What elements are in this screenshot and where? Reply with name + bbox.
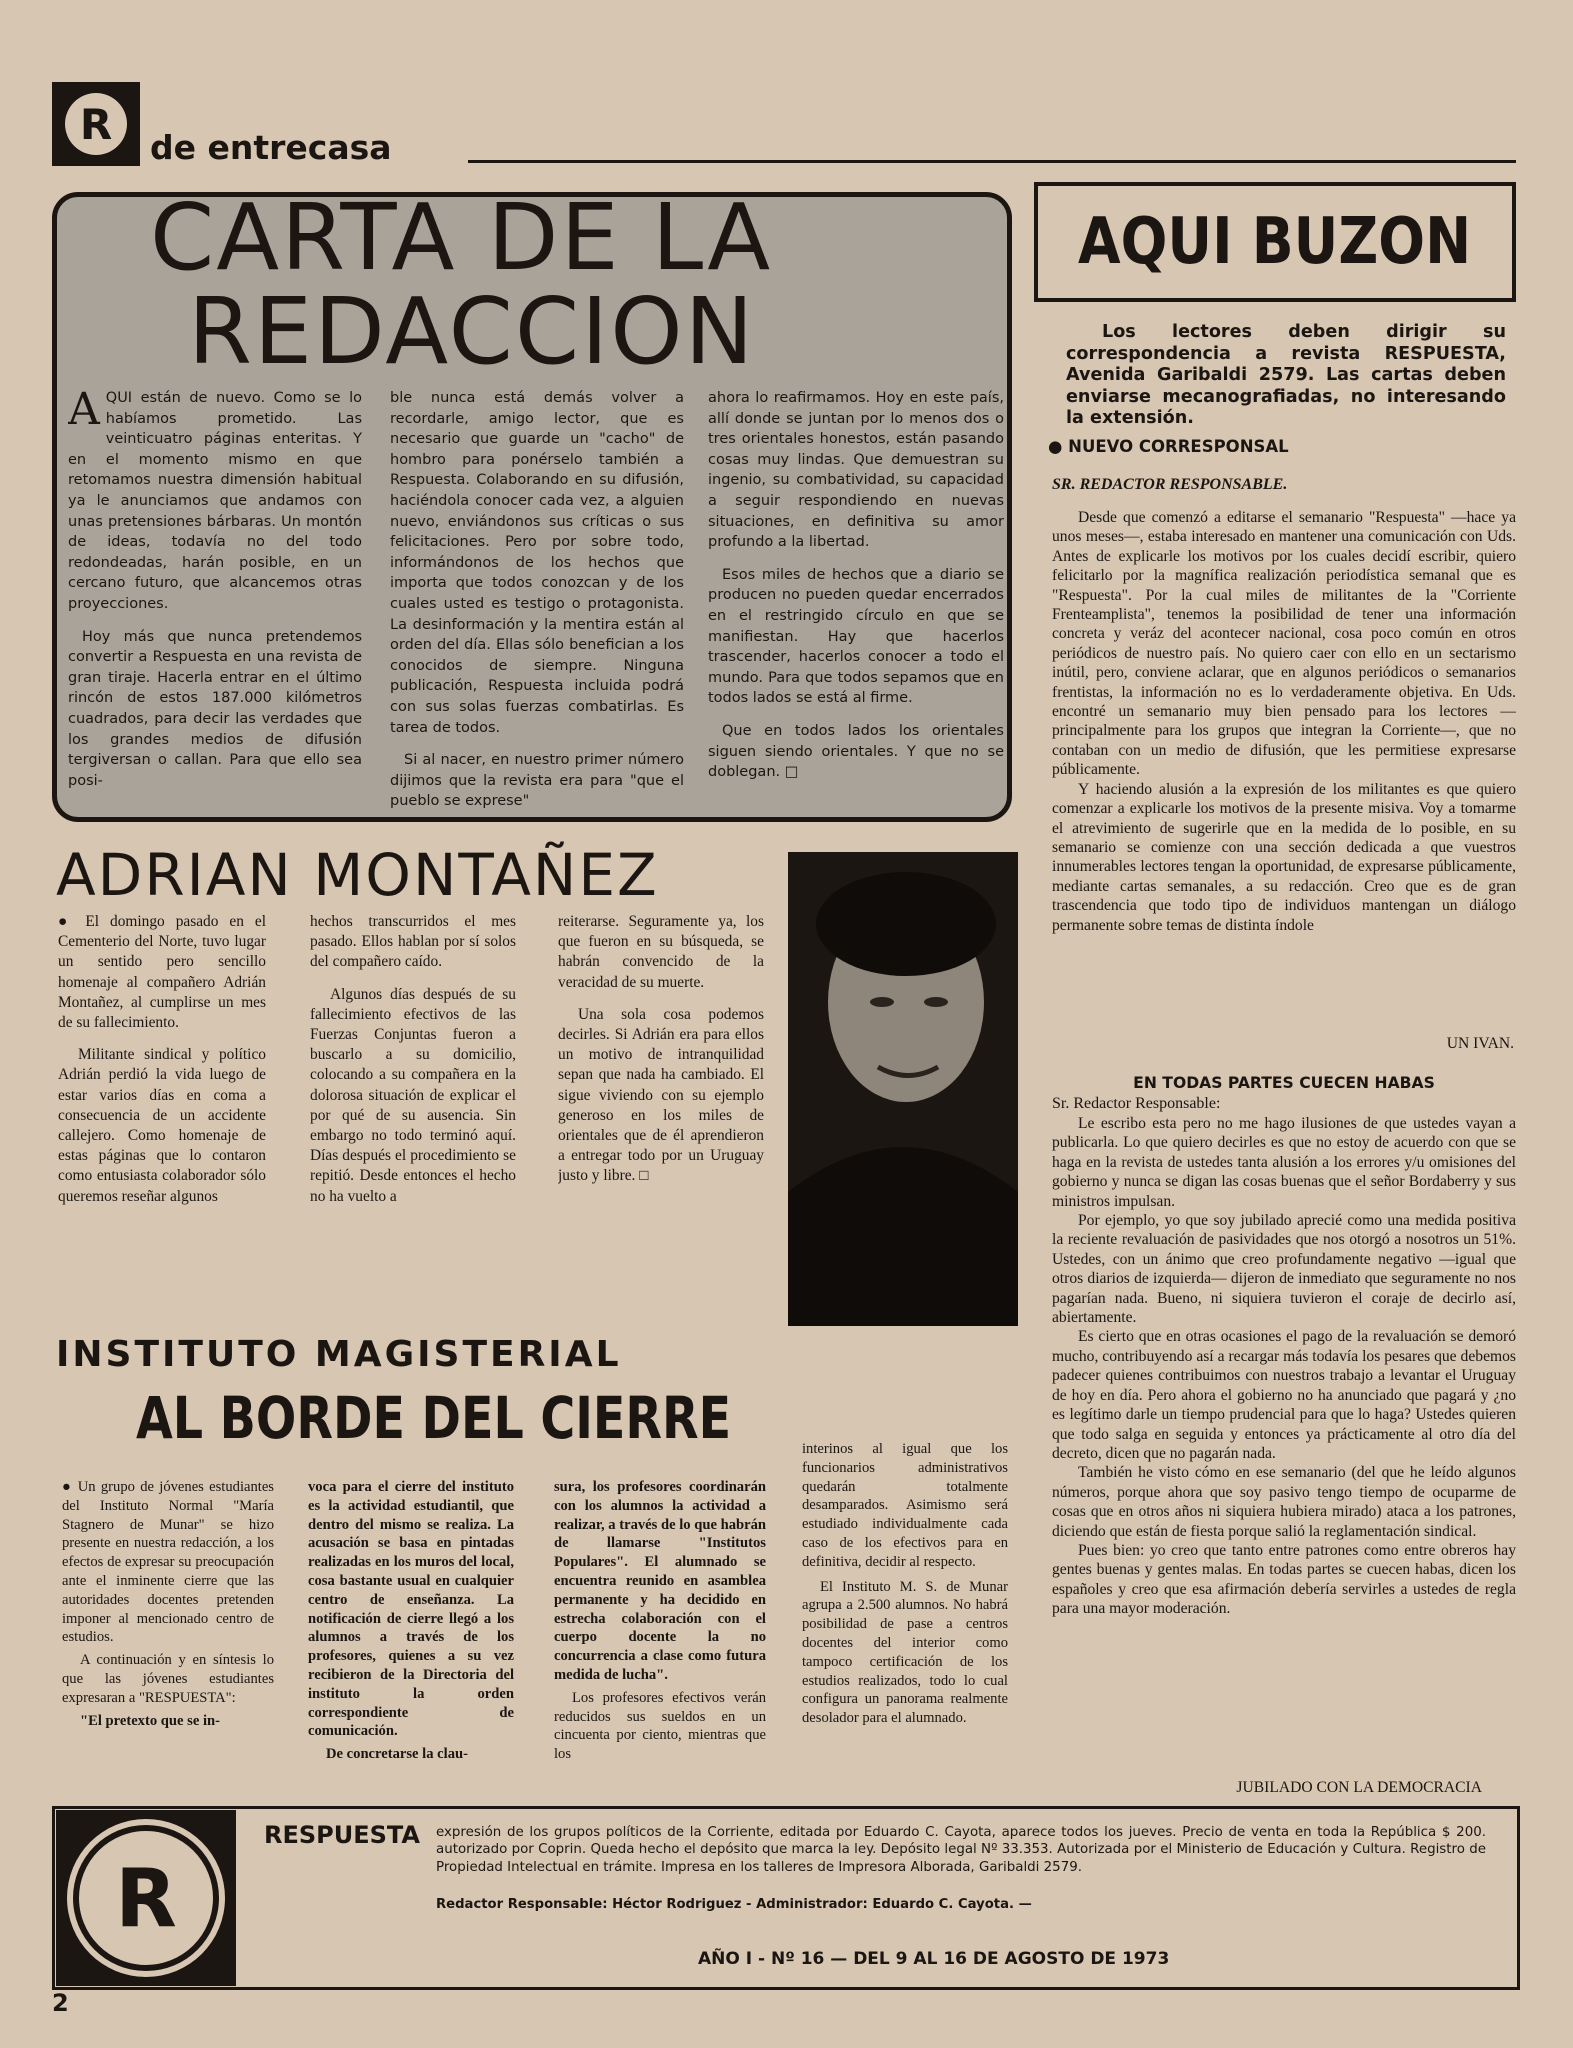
- instituto-column-3: [554, 1478, 766, 1790]
- carta-drop-cap: A: [68, 388, 100, 435]
- letter2-paragraph: Por ejemplo, yo que soy jubilado aprecié como una medida positiva la reciente revaluación de pasividades que nos otorgó a nosotros un 51%. Ustedes, con un ánimo que creo profundamente negativo —igual que otros diarios de izquierda— dijeron de inmediato que seguramente no nos pagarían nada. Bueno, ni siquiera tuvieron el coraje de decirlo así, abiertamente.: [1052, 1212, 1516, 1327]
- adrian-paragraph: hechos transcurridos el mes pasado. Ellos hablan por sí solos del compañero caído.: [310, 913, 516, 971]
- instituto-paragraph: A continuación y en síntesis lo que las jóvenes estudiantes expresaran a "RESPUESTA":: [62, 1652, 274, 1706]
- instituto-kicker: INSTITUTO MAGISTERIAL: [56, 1334, 622, 1375]
- buzon-intro: Los lectores deben dirigir su correspondencia a revista RESPUESTA, Avenida Garibaldi 2579. Las cartas deben enviarse mecanografiadas, no interesando la extensión.: [1066, 322, 1506, 429]
- instituto-paragraph: Los profesores efectivos verán reducidos sus sueldos en un cincuenta por ciento, mientras que los: [554, 1689, 766, 1763]
- carta-column-1: [68, 388, 362, 816]
- instituto-paragraph: De concretarse la clau-: [326, 1746, 468, 1763]
- buzon-title-box: [1034, 182, 1516, 302]
- footer-issue: AÑO I - Nº 16 — DEL 9 AL 16 DE AGOSTO DE 1973: [698, 1949, 1170, 1969]
- letter2-paragraph: Pues bien: yo creo que tanto entre patrones como entre obreros hay gentes buenas y gentes malas. En todas partes se cuecen habas, dicen los españoles y creo que esa afirmación debería servirles a ustedes de regla para una mayor moderación.: [1052, 1541, 1516, 1618]
- letter1-heading: ● NUEVO CORRESPONSAL: [1048, 436, 1289, 458]
- portrait-photo-icon: [788, 852, 1018, 1326]
- instituto-paragraph: voca para el cierre del instituto es la actividad estudiantil, que dentro del mismo se realiza. La acusación se basa en pintadas realizadas en los muros del local, cosa bastante usual en cualquier centro de enseñanza. La notificación de cierre llegó a los alumnos a través de los profesores, quienes a su vez recibieron de la Directoria del instituto la orden correspondiente de comunicación.: [308, 1479, 514, 1740]
- instituto-column-4: [802, 1440, 1008, 1790]
- letter1-paragraph: Desde que comenzó a editarse el semanario "Respuesta" —hace ya unos meses—, estaba interesado en mantener una comunicación con Uds. Antes de explicarle los motivos por los cuales decidí escribir, quiero felicitarlo por la magnífica realización periodística semanal que es "Respuesta". Por la cual miles de militantes de la "Corriente Frenteamplista", tenemos la posibilidad de tener una información concreta y veráz del acontecer nacional, cosa poco común en otros periódicos de nuestro país. No quiero caer con ello en un sectarismo inútil, pero, conviene aclarar, que en algunos periódicos o semanarios frentistas, la información no es lo verdaderamente objetiva. En Uds. encontré un semanario muy bien pensado para los lectores —principalmente para los grupos que integran la Corriente—, que no contaban con un medio de difusión, que les permitiese expresarse públicamente.: [1052, 509, 1516, 779]
- letter1-salutation: SR. REDACTOR RESPONSABLE.: [1052, 476, 1288, 493]
- carta-headline-2: REDACCION: [188, 278, 756, 385]
- letter2-paragraph: Le escribo esta pero no me hago ilusiones de que ustedes vayan a publicarla. Lo que quiero decirles es que no estoy de acuerdo con que se haga en la revista de ustedes tanta alusión a los errores y/u omisiones del gobierno y nunca se digan las cosas buenas que el señor Bordaberry y sus ministros impulsan.: [1052, 1115, 1516, 1210]
- section-title: de entrecasa: [150, 128, 392, 167]
- r-logo-icon: R: [79, 1831, 213, 1965]
- letter2-salutation: Sr. Redactor Responsable:: [1052, 1095, 1221, 1112]
- carta-paragraph: Esos miles de hechos que a diario se producen no pueden quedar encerrados en el restringido círculo en que se manifiestan. Hay que hacerlos trascender, hacerlos conocer a todo el mundo. Para que todos sepamos que en todos lados se está al firme.: [708, 566, 1004, 707]
- carta-headline-1: CARTA DE LA: [150, 184, 773, 291]
- r-logo-icon: R: [65, 93, 127, 155]
- adrian-paragraph: ● El domingo pasado en el Cementerio del Norte, tuvo lugar un sentido pero sencillo homenaje al compañero Adrián Montañez, al cumplirse un mes de su fallecimiento.: [58, 912, 266, 1033]
- instituto-paragraph: interinos al igual que los funcionarios administrativos quedarán totalmente desamparados. Asimismo será estudiado individualmente cada caso de los efectivos para en definitiva, decidir al respecto.: [802, 1441, 1008, 1570]
- letter1-paragraph: Y haciendo alusión a la expresión de los militantes es que quiero comenzar a explicarle los motivos de la presente misiva. Voy a tomarme el atrevimiento de sugerirle que en la medida de lo posible, en su semanario se comienze con una sección dedicada a que vuestros innumerables lectores tengan la oportunidad, de expresarse públicamente, mediante cartas semanales, a su redacción. Creo que es de gran trascendencia que todo tipo de individuos mantengan un diálogo permanente sobre temas de distinta índole: [1052, 780, 1516, 934]
- adrian-paragraph: Una sola cosa podemos decirles. Si Adrián era para ellos un motivo de intranquilidad sepan que nada ha cambiado. El sigue viviendo con su ejemplo generoso en los miles de orientales que de él aprendieron a entregar todo por un Uruguay justo y libre. □: [558, 1005, 764, 1185]
- adrian-column-1: [58, 912, 266, 1322]
- instituto-paragraph: El Instituto M. S. de Munar agrupa a 2.500 alumnos. No habrá posibilidad de pase a centros docentes del interior como tampoco certificación de los estudios realizados, todo lo cual configura un panorama realmente desolador para el alumnado.: [802, 1578, 1008, 1727]
- section-rule: [468, 160, 1516, 163]
- footer-imprint: expresión de los grupos políticos de la Corriente, editada por Eduardo C. Cayota, aparece todos los jueves. Precio de venta en toda la República $ 200. autorizado por Coprin. Queda hecho el depósito que marca la ley. Depósito legal Nº 33.353. Autorizada por el Ministerio de Educación y Cultura. Registro de Propiedad Intelectual en trámite. Impresa en los talleres de Impresora Alborada, Garibaldi 2579.: [436, 1825, 1486, 1875]
- adrian-column-3: [558, 912, 764, 1322]
- page-number: 2: [52, 1989, 69, 2017]
- letter2-paragraph: Es cierto que en otras ocasiones el pago de la revaluación se demoró mucho, contribuyendo así a recargar más todavía los pesares que debemos padecer quienes contribuimos con nuestros trabajo a levantar el Uruguay de hoy en día. Pero ahora el gobierno no ha anunciado que pagará y ¿no es legítimo darle un tiempo prudencial para que lo haga? Ustedes quieren que todo salga en seguida y entonces ya prácticamente al otro día del decreto, dicen que no pagarán nada.: [1052, 1328, 1516, 1462]
- letter2-paragraph: También he visto cómo en ese semanario (del que he leído algunos números, porque ahora que soy pasivo tengo tiempo de ocuparme de cosas que en otros años ni siquiera hubiera mirado) ataca a los patrones, diciendo que están de fiesta porque salió la reglamentación sindical.: [1052, 1464, 1516, 1540]
- adrian-paragraph: Militante sindical y político Adrián perdió la vida luego de estar varios días en coma a consecuencia de un accidente callejero. Como homenaje de estas páginas que lo contaron como entusiasta colaborador sólo queremos reseñar algunos: [58, 1046, 266, 1205]
- letter1-signature: UN IVAN.: [1446, 1035, 1514, 1052]
- adrian-portrait: [788, 852, 1018, 1326]
- adrian-column-2: [310, 912, 516, 1322]
- carta-paragraph: Que en todos lados los orientales siguen siendo orientales. Y que no se doblegan. □: [708, 722, 1004, 781]
- footer-masthead: RESPUESTA: [264, 1821, 420, 1849]
- instituto-headline: AL BORDE DEL CIERRE: [136, 1384, 732, 1452]
- letter1-body: [1052, 508, 1516, 1034]
- carta-column-2: [390, 388, 684, 816]
- letter2-heading: EN TODAS PARTES CUECEN HABAS: [1133, 1074, 1435, 1092]
- adrian-paragraph: Algunos días después de su fallecimiento efectivos de las Fuerzas Conjuntas fueron a buscarlo a su domicilio, colocando a su compañera en la dolorosa situación de explicar el por qué de su ausencia. Sin embargo no todo terminó aquí. Días después el procedimiento se repitió. Desde entonces el hecho no ha vuelto a: [310, 985, 516, 1205]
- instituto-column-1: [62, 1478, 274, 1790]
- footer-staff: Redactor Responsable: Héctor Rodriguez - Administrador: Eduardo C. Cayota. —: [436, 1897, 1032, 1912]
- instituto-paragraph: "El pretexto que se in-: [80, 1712, 220, 1729]
- section-logo: [52, 82, 140, 166]
- adrian-headline: ADRIAN MONTAÑEZ: [56, 841, 659, 909]
- carta-paragraph: Hoy más que nunca pretendemos convertir a Respuesta en una revista de gran tiraje. Hacerla entrar en el último rincón de estos 187.000 kilómetros cuadrados, para decir las verdades que los grandes medios de difusión tergiversan o callan. Para que ello sea posi-: [68, 628, 362, 789]
- letter2-body: [1052, 1114, 1516, 1778]
- instituto-paragraph: ● Un grupo de jóvenes estudiantes del Instituto Normal "María Stagnero de Munar" se hizo presente en nuestra redacción, a los efectos de expresar su preocupación ante el inminente cierre que las autoridades docentes pretenden imponer al mencionado centro de estudios.: [62, 1478, 274, 1647]
- carta-paragraph: ahora lo reafirmamos. Hoy en este país, allí donde se juntan por lo menos dos o tres orientales honestos, están pasando cosas muy lindas. Que demuestran su ingenio, su combatividad, su capacidad a seguir respondiendo en nuevas situaciones, en definitiva su amor profundo a la libertad.: [708, 390, 1004, 551]
- carta-paragraph: ble nunca está demás volver a recordarle, amigo lector, que es necesario que guarde un "cacho" de hombro para ponérselo también a Respuesta. Colaborando en su difusión, haciéndola conocer cada vez, a alguien nuevo, enviándonos sus críticas o sus felicitaciones. Pero por sobre todo, informándonos de los hechos que importa que todos conozcan y de los cuales usted es testigo o protagonista. La desinformación y la mentira están al orden del día. Ellas sólo benefician a los conocidos de siempre. Ninguna publicación, Respuesta incluida podrá con sus solas fuerzas combatirlas. Es tarea de todos.: [390, 390, 684, 736]
- footer-logo: [56, 1810, 236, 1986]
- letter2-signature: JUBILADO CON LA DEMOCRACIA: [1236, 1779, 1482, 1796]
- carta-paragraph: QUI están de nuevo. Como se lo habíamos prometido. Las veinticuatro páginas enteritas. Y en el momento mismo en que retomamos nuestra dimensión habitual ya le anunciamos que andamos con unas pretensiones bárbaras. Un montón de ideas, todavía no del todo redondeadas, harán posible, en un cercano futuro, que alcancemos otras proyecciones.: [68, 390, 362, 612]
- instituto-paragraph: sura, los profesores coordinarán con los alumnos la actividad a realizar, a través de lo que habrán de llamarse "Institutos Populares". El alumnado se encuentra reunido en asamblea permanente y ha decidido en estrecha colaboración con el cuerpo docente la no concurrencia a clase como futura medida de lucha".: [554, 1479, 766, 1683]
- adrian-paragraph: reiterarse. Seguramente ya, los que fueron en su búsqueda, se habrán convencido de la veracidad de su muerte.: [558, 913, 764, 991]
- buzon-title: AQUI BUZON: [1078, 205, 1472, 279]
- carta-column-3: [708, 388, 1004, 816]
- instituto-column-2: [308, 1478, 514, 1790]
- carta-paragraph: Si al nacer, en nuestro primer número dijimos que la revista era para "que el pueblo se exprese": [390, 752, 684, 810]
